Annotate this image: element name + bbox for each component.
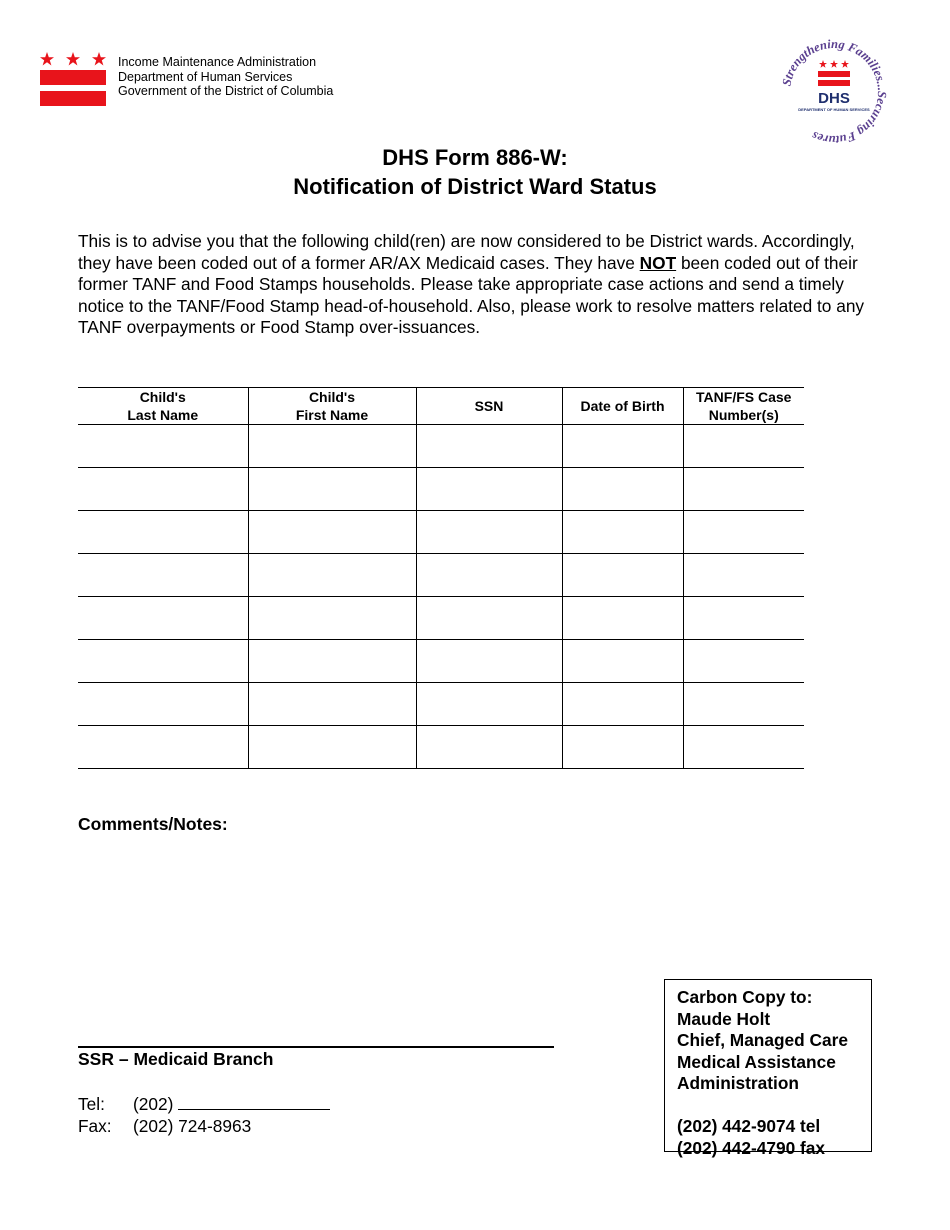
flag-star-3 [92,52,106,66]
cell-last-name[interactable] [78,425,248,468]
cell-date-of-birth[interactable] [562,683,683,726]
cell-last-name[interactable] [78,554,248,597]
cell-case-number[interactable] [683,597,804,640]
table-row [78,468,804,511]
cell-ssn[interactable] [416,554,562,597]
tel-area-code: (202) [133,1094,174,1114]
intro-part-2: been coded out of their former TANF and Food Stamps households. Please take appropriate case actions and send a timely notice to the TANF/Food Stamp head-of-household. Also, please work to resolve matters related to any TANF overpayments or Food Stamp over-issuances. [78,252,865,338]
flag-star-1 [40,52,54,66]
cc-line-4: Medical Assistance [677,1051,836,1072]
cc-line-1: Carbon Copy to: [677,987,813,1007]
cell-case-number[interactable] [683,554,804,597]
cell-date-of-birth[interactable] [562,425,683,468]
ward-children-table [78,387,804,769]
cell-last-name[interactable] [78,726,248,769]
org-line-3: Government of the District of Columbia [118,84,334,98]
seal-sub-text: DEPARTMENT OF HUMAN SERVICES [798,107,870,112]
fax-row [78,1115,330,1137]
cell-date-of-birth[interactable] [562,511,683,554]
form-title [0,143,950,201]
cell-case-number[interactable] [683,726,804,769]
cell-ssn[interactable] [416,683,562,726]
form-title-line-1: DHS Form 886-W: [382,145,568,170]
header-first-name: Child's First Name [248,388,416,425]
header-case-number: TANF/FS Case Number(s) [683,388,804,425]
tel-label: Tel: [78,1094,105,1114]
ssr-branch-label: SSR – Medicaid Branch [78,1049,274,1069]
signature-line[interactable] [78,1046,554,1048]
dc-flag-logo [40,52,106,106]
organization-block [118,55,333,99]
table-row [78,640,804,683]
cell-last-name[interactable] [78,597,248,640]
cell-first-name[interactable] [248,511,416,554]
cell-ssn[interactable] [416,425,562,468]
cc-fax: (202) 442-4790 fax [677,1137,825,1158]
form-title-line-2: Notification of District Ward Status [293,174,657,199]
seal-ring-text: Strengthening Families...Securing Futures [779,36,890,148]
org-line-2: Department of Human Services [118,69,293,84]
cell-date-of-birth[interactable] [562,468,683,511]
cell-case-number[interactable] [683,683,804,726]
intro-emphasis: NOT [639,252,677,273]
seal-center-text: DHS [818,90,850,107]
seal-bar-2 [818,80,850,86]
seal-bar-1 [818,71,850,77]
cell-first-name[interactable] [248,597,416,640]
flag-bar-2 [40,91,106,106]
intro-paragraph [78,231,868,339]
tel-blank-field[interactable] [178,1093,330,1110]
fax-number: (202) 724-8963 [133,1116,252,1136]
cc-line-3: Chief, Managed Care [677,1030,848,1051]
cell-case-number[interactable] [683,640,804,683]
table-row [78,554,804,597]
cell-last-name[interactable] [78,640,248,683]
cell-last-name[interactable] [78,511,248,554]
table-row [78,511,804,554]
cell-ssn[interactable] [416,640,562,683]
table-row [78,597,804,640]
header-ssn: SSN [416,388,562,425]
dhs-seal-logo [778,36,890,148]
cell-first-name[interactable] [248,683,416,726]
comments-label: Comments/Notes: [78,814,228,834]
header-date-of-birth: Date of Birth [562,388,683,425]
cell-first-name[interactable] [248,726,416,769]
org-line-1: Income Maintenance Administration [118,55,317,69]
header-last-name: Child's Last Name [78,388,248,425]
cell-first-name[interactable] [248,640,416,683]
cell-case-number[interactable] [683,511,804,554]
fax-label: Fax: [78,1116,112,1136]
flag-star-2 [66,52,80,66]
carbon-copy-box [664,979,872,1158]
table-row [78,726,804,769]
tel-row [78,1093,330,1115]
intro-part-1: This is to advise you that the following child(ren) are now considered to be District wards. Accordingly, they have been coded out of a former AR/AX Medicaid cases. They have [78,231,855,273]
cell-last-name[interactable] [78,468,248,511]
flag-bar-1 [40,70,106,85]
cc-tel: (202) 442-9074 tel [677,1115,821,1136]
cell-ssn[interactable] [416,468,562,511]
cell-date-of-birth[interactable] [562,597,683,640]
contact-block [78,1093,330,1137]
cell-ssn[interactable] [416,511,562,554]
cell-last-name[interactable] [78,683,248,726]
table-row [78,683,804,726]
cell-ssn[interactable] [416,597,562,640]
cell-first-name[interactable] [248,468,416,511]
cell-first-name[interactable] [248,425,416,468]
cell-date-of-birth[interactable] [562,640,683,683]
table-row [78,425,804,468]
cell-case-number[interactable] [683,468,804,511]
cell-date-of-birth[interactable] [562,726,683,769]
cell-first-name[interactable] [248,554,416,597]
cell-case-number[interactable] [683,425,804,468]
cc-line-2: Maude Holt [677,1008,771,1029]
cell-date-of-birth[interactable] [562,554,683,597]
table-header-row [78,388,804,425]
cell-ssn[interactable] [416,726,562,769]
cc-line-5: Administration [677,1073,799,1094]
